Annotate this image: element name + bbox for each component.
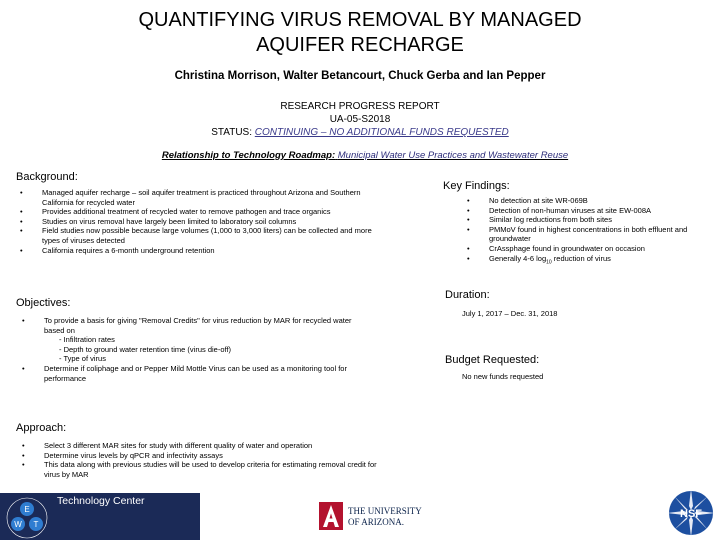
objectives-heading: Objectives: xyxy=(16,297,71,309)
list-item xyxy=(44,316,374,364)
finding-suffix: reduction of virus xyxy=(551,253,611,263)
background-list xyxy=(42,188,382,255)
background-heading: Background: xyxy=(16,171,78,183)
list-item: • This data along with previous studies will be used to develop criteria for estimating removal credit for virus by MAR xyxy=(44,460,389,479)
list-item: • PMMoV found in highest concentrations in both effluent and groundwater xyxy=(489,225,694,244)
title-line-2: AQUIFER RECHARGE xyxy=(256,34,464,56)
sub-item: - Depth to ground water retention time (virus die-off) xyxy=(59,345,374,355)
poster-title xyxy=(0,8,720,58)
wet-logo-letter: E xyxy=(24,505,30,514)
list-item: • Determine if coliphage and or Pepper Mild Mottle Virus can be used as a monitoring tool for performance xyxy=(44,364,374,383)
list-item: • Select 3 different MAR sites for study with different quality of water and operation xyxy=(44,441,389,451)
roadmap-label: Relationship to Technology Roadmap: xyxy=(161,150,336,161)
sub-item: - Infiltration rates xyxy=(59,335,374,345)
duration-heading: Duration: xyxy=(445,289,490,301)
list-item: • California requires a 6-month underground retention xyxy=(42,246,382,256)
report-info xyxy=(0,100,720,139)
finding-prefix: Generally 4-6 log xyxy=(489,253,547,263)
footer-line-2: Technology Center xyxy=(57,495,145,507)
nsf-logo-text: NSF xyxy=(680,508,702,520)
roadmap-relationship xyxy=(0,150,720,161)
report-id: UA-05-S2018 xyxy=(329,114,391,125)
wet-logo-letter: W xyxy=(14,520,22,529)
objective-text: To provide a basis for giving "Removal Credits" for virus reduction by MAR for recycled water based on xyxy=(44,316,352,335)
list-item xyxy=(489,254,694,268)
status-value: CONTINUING – NO ADDITIONAL FUNDS REQUESTED xyxy=(254,127,509,138)
report-type: RESEARCH PROGRESS REPORT xyxy=(280,101,440,112)
list-item: • Provides additional treatment of recycled water to remove pathogen and trace organics xyxy=(42,207,382,217)
duration-value: July 1, 2017 – Dec. 31, 2018 xyxy=(462,309,558,318)
wet-logo-icon xyxy=(4,497,50,539)
objectives-list xyxy=(44,316,374,383)
list-item: • Similar log reductions from both sites xyxy=(489,215,694,225)
nsf-logo-icon xyxy=(666,488,716,538)
title-line-1: QUANTIFYING VIRUS REMOVAL BY MANAGED xyxy=(138,9,582,31)
university-of-arizona-logo xyxy=(317,500,433,532)
approach-heading: Approach: xyxy=(16,422,67,434)
budget-heading: Budget Requested: xyxy=(445,354,540,366)
status-label: STATUS: xyxy=(211,127,253,138)
objective-sublist xyxy=(44,335,374,364)
wet-logo-letter: T xyxy=(33,520,39,529)
finding-subscript: 10 xyxy=(546,259,552,266)
budget-value: No new funds requested xyxy=(462,372,544,381)
list-item: • Managed aquifer recharge – soil aquifer treatment is practiced throughout Arizona and Southern California for recycled water xyxy=(42,188,382,207)
list-item: • Detection of non-human viruses at site EW-008A xyxy=(489,206,694,216)
footer-line-1: Water & Environmental xyxy=(57,481,165,493)
list-item: • Studies on virus removal have largely been limited to laboratory soil columns xyxy=(42,217,382,227)
authors: Christina Morrison, Walter Betancourt, Chuck Gerba and Ian Pepper xyxy=(174,70,546,82)
key-findings-list xyxy=(489,196,694,268)
list-item: • Field studies now possible because large volumes (1,000 to 3,000 liters) can be collected and more types of viruses detected xyxy=(42,226,382,245)
roadmap-value: Municipal Water Use Practices and Wastewater Reuse xyxy=(337,150,569,161)
approach-list xyxy=(44,441,389,479)
sub-item: - Type of virus xyxy=(59,354,374,364)
list-item: • Determine virus levels by qPCR and infectivity assays xyxy=(44,451,389,461)
ua-name-line-2: OF ARIZONA. xyxy=(348,517,405,527)
report-status xyxy=(0,126,720,139)
list-item: • No detection at site WR-069B xyxy=(489,196,694,206)
list-item: • CrAssphage found in groundwater on occasion xyxy=(489,244,694,254)
footer-center-name xyxy=(57,480,165,508)
key-findings-heading: Key Findings: xyxy=(443,180,510,192)
ua-name-line-1: THE UNIVERSITY xyxy=(348,506,422,516)
